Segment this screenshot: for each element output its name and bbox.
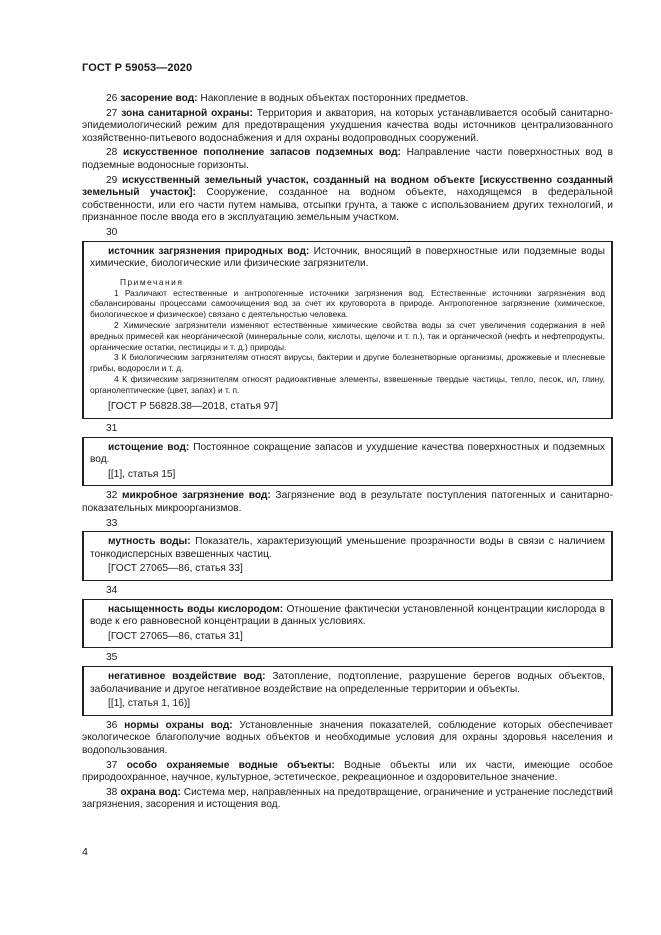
- source-reference: [[1], статья 15]: [108, 468, 176, 480]
- term-title: истощение вод:: [108, 441, 190, 453]
- term-32: 32 микробное загрязнение вод: Загрязнение вод в результате поступления патогенных и санитарно-показательных микроорганизмов.: [82, 490, 613, 515]
- term-box-31: истощение вод: Постоянное сокращение запасов и ухудшение качества поверхностных и подземных вод. [[1], статья 15]: [82, 437, 613, 487]
- term-38: 38 охрана вод: Система мер, направленных на предотвращение, ограничение и устранение последствий загрязнения, засорения и истощения вод.: [82, 786, 613, 811]
- term-37: 37 особо охраняемые водные объекты: Водные объекты или их части, имеющие особое природоохранное, научное, культурное, эстетическое, рекреационное и оздоровительное значение.: [82, 759, 613, 784]
- term-36: 36 нормы охраны вод: Установленные значения показателей, соблюдение которых обеспечивает экологическое благополучие водных объектов и необходимые условия для охраны здоровья населения и водопользования.: [82, 719, 613, 756]
- source-reference: [ГОСТ Р 56828.38—2018, статья 97]: [108, 401, 278, 413]
- term-title: источник загрязнения природных вод:: [108, 245, 310, 257]
- notes-heading: Примечания: [120, 276, 184, 287]
- term-number: 34: [106, 585, 118, 597]
- source-reference: [ГОСТ 27065—86, статья 33]: [108, 563, 243, 575]
- source-reference: [ГОСТ 27065—86, статья 31]: [108, 630, 243, 642]
- term-number: 35: [106, 652, 118, 664]
- page-number: 4: [82, 846, 88, 858]
- term-number: 33: [106, 517, 118, 529]
- term-title: особо охраняемые водные объекты:: [126, 759, 335, 771]
- term-29: 29 искусственный земельный участок, созданный на водном объекте [искусственно созданный земельный участок]: Сооружение, созданное на водном объекте, находящемся в федеральной собственности, или его части путем намыва, отсыпки грунта, а также с использованием других технологий, и признанное после ввода его в эксплуатацию земельным участком.: [82, 174, 613, 224]
- term-title: насыщенность воды кислородом:: [108, 603, 284, 615]
- note-item: 4 К физическим загрязнителям относят радиоактивные элементы, взвешенные твердые частицы, тепло, песок, ил, глину, органолептические (цвет, запах) и т. п.: [90, 373, 605, 395]
- term-title: микробное загрязнение вод:: [121, 490, 271, 502]
- term-26: 26 засорение вод: Накопление в водных объектах посторонних предметов.: [106, 93, 469, 104]
- term-title: мутность воды:: [108, 536, 191, 548]
- term-box-34: насыщенность воды кислородом: Отношение фактически установленной концентрации кислорода в воде к его равновесной концентрации в данных условиях. [ГОСТ 27065—86, статья 31]: [82, 599, 613, 649]
- term-title: искусственное пополнение запасов подземных вод:: [122, 147, 401, 159]
- note-item: 1 Различают естественные и антропогенные источники загрязнения вод. Естественные источники загрязнения вод сбалансированы процессами самоочищения вод за счет их круговорота в природе. Антропогенное загрязнение (химическое, биологическое и физическое) связано с деятельностью человека.: [90, 287, 605, 320]
- note-item: 2 Химические загрязнители изменяют естественные химические свойства воды за счет увеличения содержания в ней вредных примесей как неорганической (минеральные соли, кислоты, щелочи и т. п.), так и органической (нефть и нефтепродукты, органические остатки, пестициды и т. д.) природы.: [90, 319, 605, 352]
- source-reference: [[1], статья 1, 16)]: [108, 698, 191, 710]
- term-number: 31: [106, 423, 118, 435]
- notes-block: [90, 277, 605, 396]
- term-title: искусственный земельный участок, созданный на водном объекте [искусственно созданный земельный участок]:: [82, 174, 613, 199]
- term-title: негативное воздействие вод:: [108, 670, 266, 682]
- document-body: [82, 93, 613, 814]
- term-title: нормы охраны вод:: [124, 719, 233, 731]
- term-title: охрана вод:: [120, 786, 181, 798]
- term-title: засорение вод:: [120, 93, 198, 104]
- term-box-35: негативное воздействие вод: Затопление, подтопление, разрушение берегов водных объектов, заболачивание и другое негативное воздействие на определенные территории и объекты. [[1], статья 1, 16)]: [82, 666, 613, 716]
- term-box-33: мутность воды: Показатель, характеризующий уменьшение прозрачности воды в связи с наличием тонкодисперсных взвешенных частиц. [ГОСТ 27065—86, статья 33]: [82, 531, 613, 581]
- document-header: ГОСТ Р 59053—2020: [82, 62, 193, 74]
- note-item: 3 К биологическим загрязнителям относят вирусы, бактерии и другие болезнетворные организмы, дрожжевые и плесневые грибы, водоросли и т. д.: [90, 352, 605, 374]
- term-number: 30: [106, 226, 118, 238]
- term-28: 28 искусственное пополнение запасов подземных вод: Направление части поверхностных вод в подземные водоносные горизонты.: [82, 147, 614, 171]
- term-title: зона санитарной охраны:: [121, 107, 253, 119]
- term-27: 27 зона санитарной охраны: Территория и акватория, на которых устанавливается особый санитарно-эпидемиологический режим для предотвращения ухудшения качества воды источников централизованного хозяйственно-питьевого водоснабжения и для охраны водопроводных сооружений.: [82, 107, 613, 144]
- term-box-30: источник загрязнения природных вод: Источник, вносящий в поверхностные или подземные воды химические, биологические или физические загрязнители. Примечания 1 Различают естественные и антропогенные источники загрязнения вод. Естественные источники загрязнения вод сбалансированы процессами самоочищения вод за счет их круговорота в природе. Антропогенное загрязнение (химическое, биологическое и физическое) связано с деятельностью человека. 2 Химические загрязнители изменяют естественные химические свойства воды за счет увеличения содержания в ней вредных примесей как неорганической (минеральные соли, кислоты, щелочи и т. п.), так и органической (нефть и нефтепродукты, органические остатки, пестициды и т. д.) природы. 3 К биологическим загрязнителям относят вирусы, бактерии и другие болезнетворные организмы, дрожжевые и плесневые грибы, водоросли и т. д. 4 К физическим загрязнителям относят радиоактивные элементы, взвешенные твердые частицы, тепло, песок, ил, глину, органолептические (цвет, запах) и т. п. [ГОСТ Р 56828.38—2018, статья 97]: [82, 241, 613, 420]
